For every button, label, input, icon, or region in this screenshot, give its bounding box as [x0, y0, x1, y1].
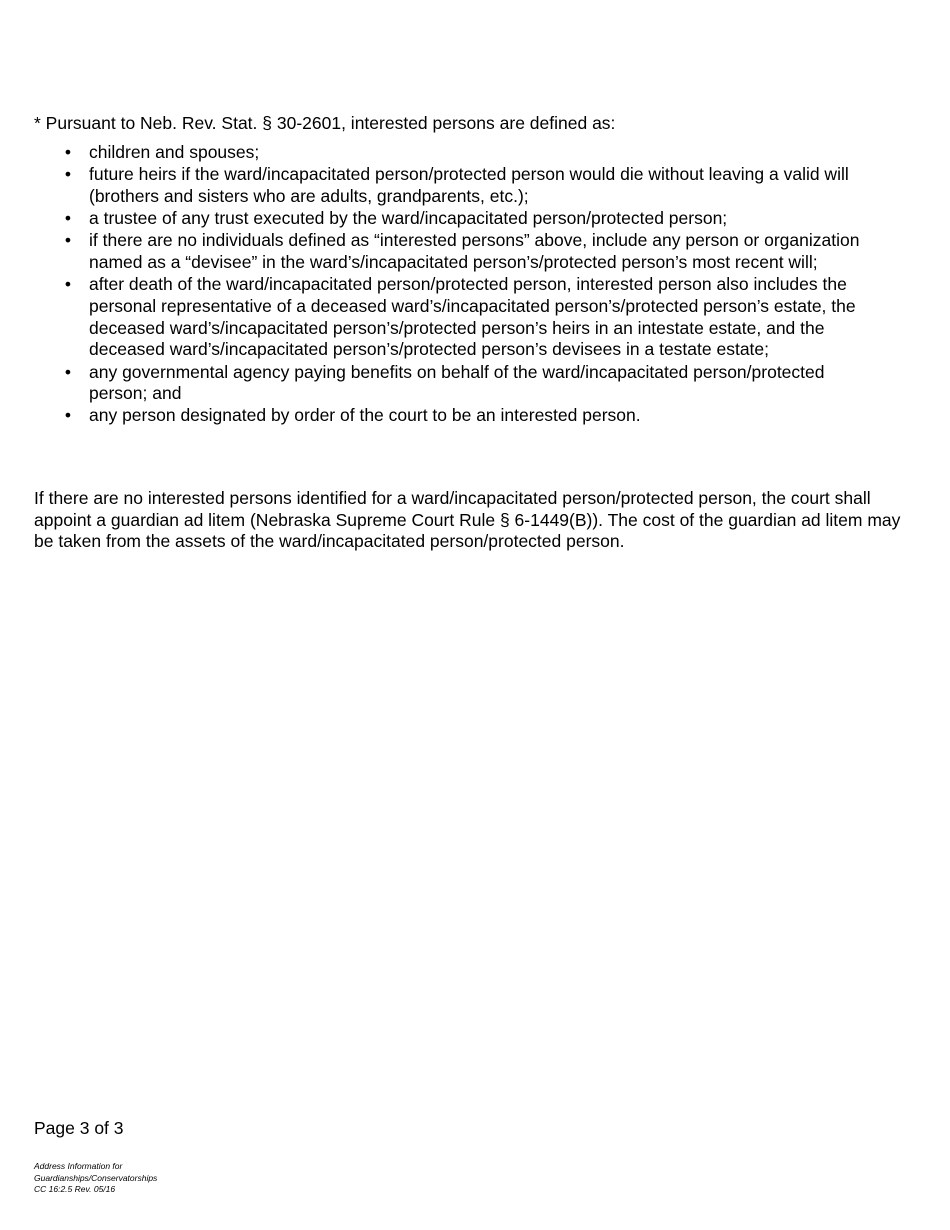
bullet-icon: •	[64, 142, 72, 162]
list-item-text: after death of the ward/incapacitated person/protected person, interested person also includes the personal representative of a deceased ward’s/incapacitated person’s/protected person’s estate, the deceased ward’s/incapacitated person’s/protected person’s heirs in an intestate estate, and the deceased ward’s/incapacitated person’s/protected person’s devisees in a testate estate;	[89, 274, 856, 360]
list-item	[56, 230, 876, 273]
bullet-icon: •	[64, 230, 72, 251]
page-number: Page 3 of 3	[34, 1118, 124, 1138]
list-item	[56, 405, 876, 427]
form-identifier	[34, 1161, 157, 1196]
list-item-text: a trustee of any trust executed by the ward/incapacitated person/protected person;	[89, 208, 728, 229]
intro-paragraph: * Pursuant to Neb. Rev. Stat. § 30-2601, interested persons are defined as:	[34, 113, 616, 133]
bullet-icon: •	[64, 208, 72, 229]
list-item-text: if there are no individuals defined as “interested persons” above, include any person or organization named as a “devisee” in the ward’s/incapacitated person’s/protected person’s most recent will;	[89, 230, 860, 273]
list-item	[56, 208, 876, 230]
list-item	[56, 142, 876, 164]
list-item-text: children and spouses;	[89, 142, 260, 162]
form-identifier-line: CC 16:2.5 Rev. 05/16	[34, 1184, 116, 1194]
list-item-text: any person designated by order of the court to be an interested person.	[89, 405, 641, 426]
list-item	[56, 274, 876, 361]
list-item	[56, 164, 876, 207]
form-identifier-line: Guardianships/Conservatorships	[34, 1172, 158, 1183]
bullet-icon: •	[64, 274, 72, 295]
form-identifier-line: Address Information for	[34, 1161, 123, 1171]
closing-paragraph: If there are no interested persons identified for a ward/incapacitated person/protected person, the court shall appoint a guardian ad litem (Nebraska Supreme Court Rule § 6-1449(B)). The cost of the guardian ad litem may be taken from the assets of the ward/incapacitated person/protected person.	[34, 488, 901, 552]
list-item-text: any governmental agency paying benefits on behalf of the ward/incapacitated person/protected person; and	[89, 361, 825, 404]
bullet-icon: •	[64, 405, 72, 426]
interested-persons-list	[56, 142, 876, 428]
list-item-text: future heirs if the ward/incapacitated person/protected person would die without leaving a valid will (brothers and sisters who are adults, grandparents, etc.);	[89, 164, 849, 206]
bullet-icon: •	[64, 361, 72, 382]
list-item	[56, 362, 876, 405]
bullet-icon: •	[64, 164, 72, 185]
